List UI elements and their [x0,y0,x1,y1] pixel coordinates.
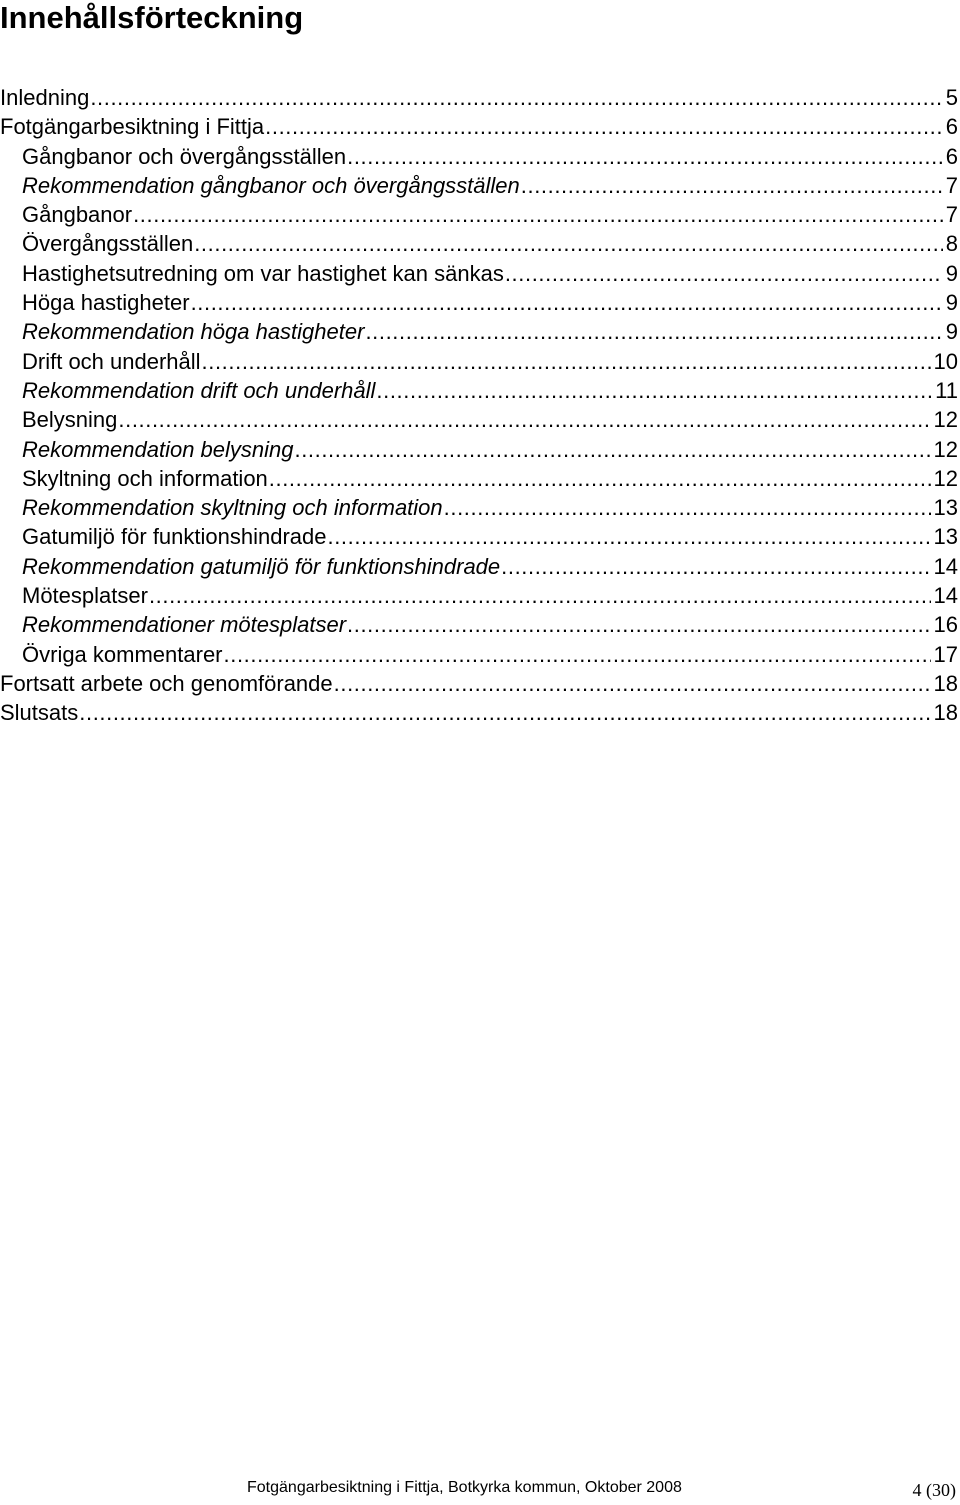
toc-entry-text: Drift och underhåll [22,348,201,374]
toc-entry-page: 7 [945,172,958,198]
toc-leader-dots [347,142,943,171]
toc-entry-text: Övergångsställen [22,231,194,257]
toc-entry[interactable] [0,522,960,551]
toc-leader-dots [505,259,943,288]
toc-leader-dots [347,610,930,639]
toc-entry-text: Rekommendation belysning [22,436,294,462]
toc-leader-dots [79,698,930,727]
toc-entry-page: 18 [933,700,958,726]
toc-entry-text: Rekommendationer mötesplatser [22,612,347,638]
toc-entry-page: 12 [933,436,958,462]
toc-leader-dots [194,229,943,258]
toc-leader-dots [365,317,942,346]
toc-entry[interactable] [0,698,960,727]
toc-leader-dots [224,640,931,669]
toc-entry-page: 13 [933,524,958,550]
toc-entry[interactable] [0,171,960,200]
toc-entry[interactable] [0,376,960,405]
toc-entry[interactable] [0,83,960,112]
toc-entry-page: 14 [933,583,958,609]
toc-entry-text: Rekommendation gatumiljö för funktionshindrade [22,553,501,579]
toc-entry-text: Övriga kommentarer [22,641,223,667]
toc-entry-text: Hastighetsutredning om var hastighet kan sänkas [22,260,504,286]
toc-leader-dots [265,112,943,141]
toc-entry-text: Gatumiljö för funktionshindrade [22,524,327,550]
toc-entry[interactable] [0,112,960,141]
toc-leader-dots [191,288,943,317]
toc-entry-page: 10 [933,348,958,374]
toc-entry-page: 12 [933,407,958,433]
toc-entry-page: 17 [933,641,958,667]
toc-entry-page: 9 [945,260,958,286]
toc-entry[interactable] [0,552,960,581]
toc-entry[interactable] [0,405,960,434]
toc-entry-text: Rekommendation höga hastigheter [22,319,365,345]
toc-entry[interactable] [0,288,960,317]
toc-leader-dots [444,493,931,522]
toc-leader-dots [202,347,931,376]
toc-entry-page: 13 [933,495,958,521]
toc-entry-page: 8 [945,231,958,257]
toc-leader-dots [133,200,943,229]
toc-entry-page: 6 [945,114,958,140]
toc-leader-dots [149,581,931,610]
toc-entry-text: Gångbanor och övergångsställen [22,143,347,169]
toc-entry[interactable] [0,200,960,229]
toc-entry[interactable] [0,464,960,493]
toc-entry-text: Inledning [0,85,90,110]
toc-entry-page: 7 [945,202,958,228]
toc-entry[interactable] [0,317,960,346]
toc-entry-text: Rekommendation skyltning och information [22,495,443,521]
toc-entry-text: Rekommendation gångbanor och övergångsställen [22,172,520,198]
toc-leader-dots [269,464,931,493]
toc-entry-page: 9 [945,319,958,345]
toc-entry-page: 16 [933,612,958,638]
toc-entry[interactable] [0,259,960,288]
toc-entry[interactable] [0,142,960,171]
toc-leader-dots [501,552,930,581]
toc-entry[interactable] [0,581,960,610]
toc-leader-dots [118,405,930,434]
toc-leader-dots [376,376,932,405]
toc-entry-page: 5 [945,85,958,110]
toc-entry-page: 11 [935,377,958,403]
toc-leader-dots [521,171,943,200]
toc-entry[interactable] [0,229,960,258]
toc-entry-text: Fortsatt arbete och genomförande [0,670,333,696]
toc-entry[interactable] [0,640,960,669]
toc-entry-text: Fotgängarbesiktning i Fittja [0,114,265,140]
toc-entry-text: Mötesplatser [22,583,148,609]
toc-entry-page: 9 [945,290,958,316]
toc-leader-dots [90,83,942,112]
toc-entry-text: Gångbanor [22,202,133,228]
toc-entry-page: 12 [933,465,958,491]
toc-entry[interactable] [0,610,960,639]
toc-title: Innehållsförteckning [0,0,304,35]
toc-entry[interactable] [0,347,960,376]
toc-entry-text: Belysning [22,407,118,433]
toc-leader-dots [334,669,931,698]
toc-entry[interactable] [0,493,960,522]
toc-leader-dots [295,435,931,464]
toc-entry-text: Skyltning och information [22,465,268,491]
toc-entry-text: Rekommendation drift och underhåll [22,377,376,403]
toc-entry-page: 6 [945,143,958,169]
page-footer-number: 4 (30) [912,1480,956,1500]
toc-entry-text: Höga hastigheter [22,290,190,316]
toc-entry-text: Slutsats [0,700,79,726]
page-footer-text: Fotgängarbesiktning i Fittja, Botkyrka kommun, Oktober 2008 [247,1479,682,1496]
toc-entry-page: 14 [933,553,958,579]
toc-list [0,83,960,728]
toc-leader-dots [328,522,931,551]
toc-entry[interactable] [0,435,960,464]
toc-entry-page: 18 [933,670,958,696]
toc-entry[interactable] [0,669,960,698]
